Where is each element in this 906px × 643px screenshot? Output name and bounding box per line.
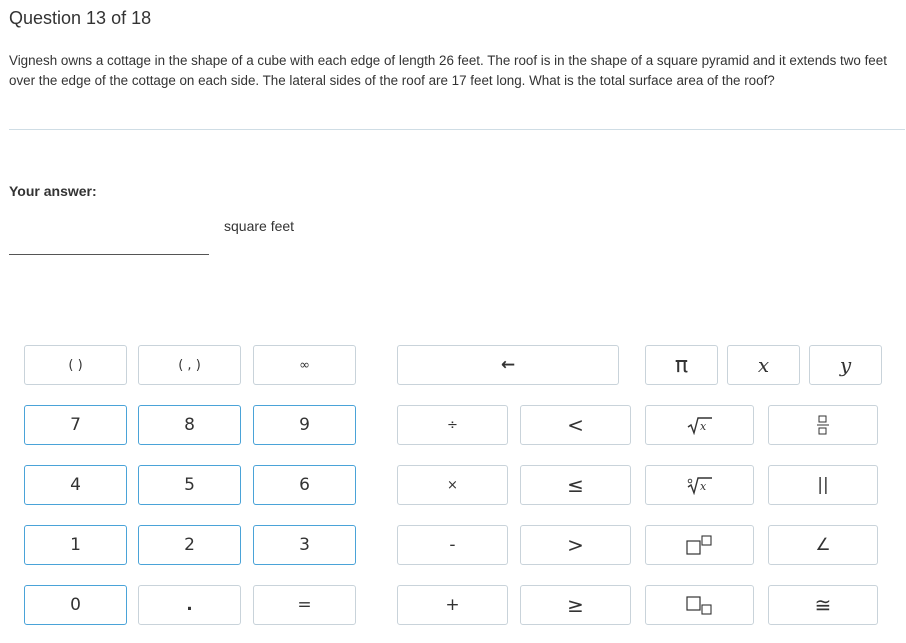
svg-text:x: x [699, 420, 706, 433]
svg-text:x: x [699, 480, 706, 493]
infinity-button[interactable]: ∞ [253, 345, 356, 385]
digit-4-button[interactable]: 4 [24, 465, 127, 505]
less-than-button[interactable]: < [520, 405, 631, 445]
x-variable-button[interactable]: x [727, 345, 800, 385]
digit-3-button[interactable]: 3 [253, 525, 356, 565]
exponent-icon [685, 534, 715, 556]
question-title: Question 13 of 18 [9, 8, 152, 28]
digit-5-button[interactable]: 5 [138, 465, 241, 505]
fraction-icon [816, 414, 830, 436]
backspace-button[interactable]: ← [397, 345, 619, 385]
digit-0-button[interactable]: 0 [24, 585, 127, 625]
ordered-pair-button[interactable]: ( , ) [138, 345, 241, 385]
digit-2-button[interactable]: 2 [138, 525, 241, 565]
multiply-button[interactable]: × [397, 465, 508, 505]
square-root-icon [687, 415, 713, 435]
question-text: Vignesh owns a cottage in the shape of a cube with each edge of length 26 feet. The roof is in the shape of a square pyramid and it extends two feet over the edge of the cottage on each side. The lateral sides of the roof are 17 feet long. What is the total surface area of the roof? [9, 53, 887, 88]
subscript-button[interactable] [645, 585, 754, 625]
parallel-button[interactable]: || [768, 465, 878, 505]
answer-unit: square feet [224, 218, 295, 234]
parentheses-button[interactable]: ( ) [24, 345, 127, 385]
exponent-button[interactable] [645, 525, 754, 565]
digit-8-button[interactable]: 8 [138, 405, 241, 445]
subscript-icon [685, 594, 715, 616]
nth-root-icon [687, 475, 713, 495]
fraction-button[interactable] [768, 405, 878, 445]
digit-9-button[interactable]: 9 [253, 405, 356, 445]
pi-button[interactable]: π [645, 345, 718, 385]
greater-or-equal-button[interactable]: ≥ [520, 585, 631, 625]
plus-button[interactable]: + [397, 585, 508, 625]
square-root-button[interactable] [645, 405, 754, 445]
minus-button[interactable]: - [397, 525, 508, 565]
less-or-equal-button[interactable]: ≤ [520, 465, 631, 505]
decimal-button[interactable]: . [138, 585, 241, 625]
y-variable-button[interactable]: y [809, 345, 882, 385]
answer-label: Your answer: [9, 183, 97, 199]
angle-button[interactable]: ∠ [768, 525, 878, 565]
nth-root-button[interactable] [645, 465, 754, 505]
digit-1-button[interactable]: 1 [24, 525, 127, 565]
digit-6-button[interactable]: 6 [253, 465, 356, 505]
equals-button[interactable]: = [253, 585, 356, 625]
congruent-button[interactable]: ≅ [768, 585, 878, 625]
digit-7-button[interactable]: 7 [24, 405, 127, 445]
divider [9, 129, 905, 130]
answer-input[interactable] [9, 226, 209, 255]
greater-than-button[interactable]: > [520, 525, 631, 565]
divide-button[interactable]: ÷ [397, 405, 508, 445]
